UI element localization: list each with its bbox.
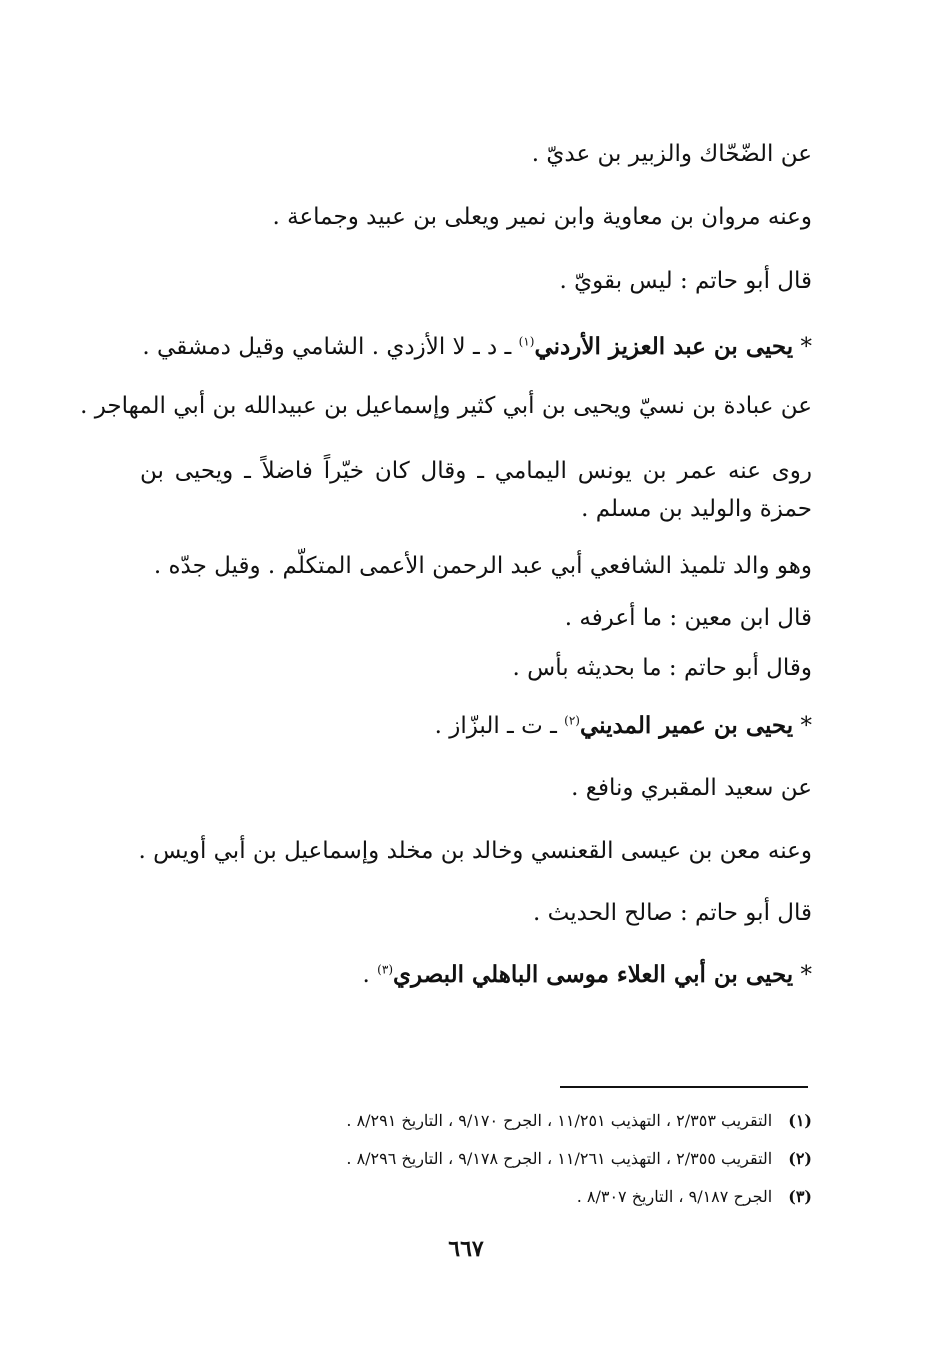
entry-text: ـ د ـ لا الأزدي . الشامي وقيل دمشقي . xyxy=(142,334,519,360)
entry-text: وعنه مروان بن معاوية وابن نمير ويعلى بن عبيد وجماعة . xyxy=(272,204,812,230)
entry-heading xyxy=(140,328,812,366)
entry-text: قال أبو حاتم : ليس بقويّ . xyxy=(559,268,812,294)
footnote-number: (٢) xyxy=(788,1149,812,1168)
page-number: ٦٦٧ xyxy=(448,1236,484,1262)
footnotes xyxy=(280,1110,812,1224)
footnote-ref: (١) xyxy=(518,334,535,349)
entry-text: روى عنه عمر بن يونس اليمامي ـ وقال كان خيّراً فاضلاً ـ ويحيى بن حمزة والوليد بن مسلم . xyxy=(140,458,813,522)
main-text xyxy=(80,138,813,991)
entry-text: عن الضّحّاك والزبير بن عديّ . xyxy=(531,141,812,167)
entry-text: وهو والد تلميذ الشافعي أبي عبد الرحمن الأعمى المتكلّم . وقيل جدّه . xyxy=(153,553,812,579)
entry-text: قال ابن معين : ما أعرفه . xyxy=(564,605,812,631)
footnote-text: الجرح ٩/١٨٧ ، التاريخ ٨/٣٠٧ . xyxy=(576,1187,773,1206)
entry-heading xyxy=(140,959,812,991)
footnote-text: التقريب ٢/٣٥٥ ، التهذيب ١١/٢٦١ ، الجرح ٩/١٧٨ ، التاريخ ٨/٢٩٦ . xyxy=(346,1149,773,1168)
entry-marker: * xyxy=(793,713,812,739)
entry-text: عن سعيد المقبري ونافع . xyxy=(571,775,812,801)
footnote-ref: (٣) xyxy=(377,962,393,977)
footnote-divider xyxy=(560,1086,808,1088)
footnote-ref: (٢) xyxy=(564,713,580,728)
entry-marker: * xyxy=(793,334,812,360)
narrator-name: يحيى بن عبد العزيز الأردني xyxy=(534,333,794,360)
footnote xyxy=(280,1186,812,1208)
entry-text: وقال أبو حاتم : ما بحديثه بأس . xyxy=(512,655,812,681)
entry-text: قال أبو حاتم : صالح الحديث . xyxy=(533,900,812,926)
entry-text: عن عبادة بن نسيّ ويحيى بن أبي كثير وإسماعيل بن عبيدالله بن أبي المهاجر . xyxy=(80,393,812,419)
entry-text: ـ ت ـ البزّاز . xyxy=(434,713,565,739)
footnote-number: (٣) xyxy=(788,1187,812,1206)
narrator-name: يحيى بن أبي العلاء موسى الباهلي البصري xyxy=(393,961,794,988)
entry-marker: * xyxy=(793,962,812,988)
footnote-number: (١) xyxy=(788,1111,812,1130)
footnote xyxy=(280,1110,812,1132)
entry-heading xyxy=(140,710,812,742)
narrator-name: يحيى بن عمير المديني xyxy=(579,712,794,739)
footnote-text: التقريب ٢/٣٥٣ ، التهذيب ١١/٢٥١ ، الجرح ٩/١٧٠ ، التاريخ ٨/٢٩١ . xyxy=(346,1111,773,1130)
footnote xyxy=(280,1148,812,1170)
entry-text: . xyxy=(362,962,378,988)
entry-text: وعنه معن بن عيسى القعنسي وخالد بن مخلد وإسماعيل بن أبي أويس . xyxy=(138,838,812,864)
